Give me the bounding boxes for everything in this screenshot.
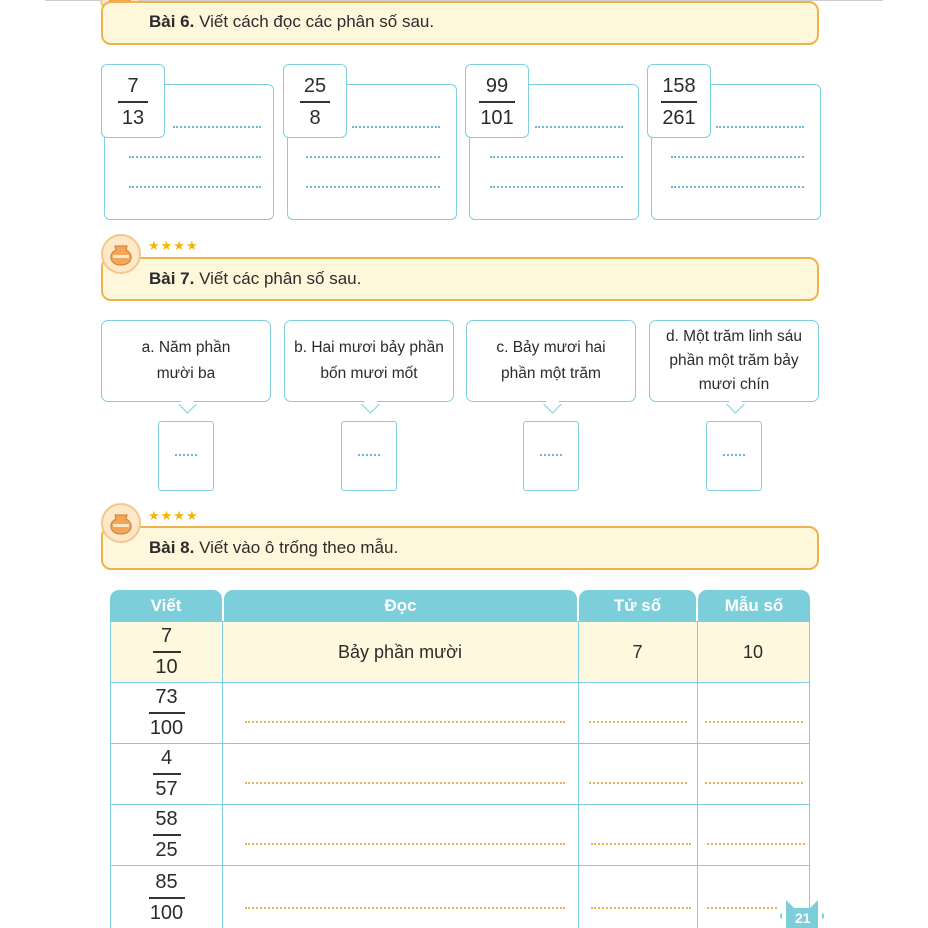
exercise-8-banner bbox=[101, 526, 819, 570]
read-cell: Bảy phần mười bbox=[338, 641, 462, 662]
table-row: $\frac{4}{57}$ bbox=[111, 744, 809, 805]
exercise-6-banner bbox=[101, 1, 819, 45]
read-answer-line[interactable] bbox=[245, 907, 565, 909]
denominator-answer-line[interactable] bbox=[705, 721, 803, 723]
header-viet: Viết bbox=[110, 590, 222, 622]
answer-box[interactable] bbox=[341, 421, 397, 491]
prompt-b: b. Hai mươi bảy phần bốn mươi mốt bbox=[284, 320, 454, 402]
fraction-box: 25 8 bbox=[283, 64, 347, 138]
answer-line[interactable] bbox=[129, 156, 261, 158]
header-tuso: Tử số bbox=[579, 590, 696, 622]
answer-line[interactable] bbox=[716, 126, 804, 128]
header-doc: Đọc bbox=[224, 590, 577, 622]
difficulty-stars: ★★★★ bbox=[148, 508, 199, 523]
denominator-answer-line[interactable] bbox=[705, 782, 803, 784]
fraction-box: 99 101 bbox=[465, 64, 529, 138]
exercise-7-title: Bài 7. Viết các phân số sau. bbox=[149, 269, 362, 288]
prompt-a: a. Năm phần mười ba bbox=[101, 320, 271, 402]
answer-box[interactable] bbox=[706, 421, 762, 491]
numerator-answer-line[interactable] bbox=[591, 907, 691, 909]
pot-icon bbox=[101, 234, 141, 274]
column-divider bbox=[222, 622, 223, 928]
numerator-answer-line[interactable] bbox=[589, 782, 687, 784]
answer-box[interactable] bbox=[523, 421, 579, 491]
table-row: $\frac{58}{25}$ bbox=[111, 805, 809, 866]
read-answer-line[interactable] bbox=[245, 721, 565, 723]
numerator-answer-line[interactable] bbox=[589, 721, 687, 723]
pot-icon bbox=[101, 503, 141, 543]
exercise-7-banner bbox=[101, 257, 819, 301]
exercise-8-title: Bài 8. Viết vào ô trống theo mẫu. bbox=[149, 538, 399, 557]
answer-box[interactable] bbox=[158, 421, 214, 491]
prompt-c: c. Bảy mươi hai phần một trăm bbox=[466, 320, 636, 402]
read-answer-line[interactable] bbox=[245, 782, 565, 784]
read-answer-line[interactable] bbox=[245, 843, 565, 845]
answer-dots bbox=[358, 454, 380, 456]
difficulty-stars: ★★★★ bbox=[148, 238, 199, 253]
prompt-d: d. Một trăm linh sáu phần một trăm bảy mươi chín bbox=[649, 320, 819, 402]
header-mauso: Mẫu số bbox=[698, 590, 810, 622]
numerator-cell: 7 bbox=[632, 641, 643, 662]
denominator-cell: 10 bbox=[742, 641, 764, 662]
numerator-answer-line[interactable] bbox=[591, 843, 691, 845]
answer-line[interactable] bbox=[671, 186, 804, 188]
answer-line[interactable] bbox=[490, 156, 623, 158]
denominator-answer-line[interactable] bbox=[707, 843, 805, 845]
fraction-box: 158 261 bbox=[647, 64, 711, 138]
table-row: $\frac{73}{100}$ bbox=[111, 683, 809, 744]
answer-line[interactable] bbox=[173, 126, 261, 128]
column-divider bbox=[697, 622, 698, 928]
answer-line[interactable] bbox=[535, 126, 623, 128]
fraction-table bbox=[110, 621, 810, 928]
column-divider bbox=[578, 622, 579, 928]
answer-line[interactable] bbox=[490, 186, 623, 188]
page-number: 21 bbox=[795, 910, 811, 926]
fraction-box: 7 13 bbox=[101, 64, 165, 138]
answer-line[interactable] bbox=[129, 186, 261, 188]
answer-dots bbox=[540, 454, 562, 456]
answer-line[interactable] bbox=[352, 126, 440, 128]
answer-dots bbox=[723, 454, 745, 456]
answer-line[interactable] bbox=[306, 156, 440, 158]
page-number-badge bbox=[788, 902, 820, 928]
answer-dots bbox=[175, 454, 197, 456]
table-row: $\frac{7}{10}$ Bảy phần mười 7 10 bbox=[111, 622, 809, 683]
denominator-answer-line[interactable] bbox=[707, 907, 777, 909]
table-row: $\frac{85}{100}$ bbox=[111, 866, 809, 928]
exercise-6-title: Bài 6. Viết cách đọc các phân số sau. bbox=[149, 12, 435, 31]
answer-line[interactable] bbox=[306, 186, 440, 188]
answer-line[interactable] bbox=[671, 156, 804, 158]
